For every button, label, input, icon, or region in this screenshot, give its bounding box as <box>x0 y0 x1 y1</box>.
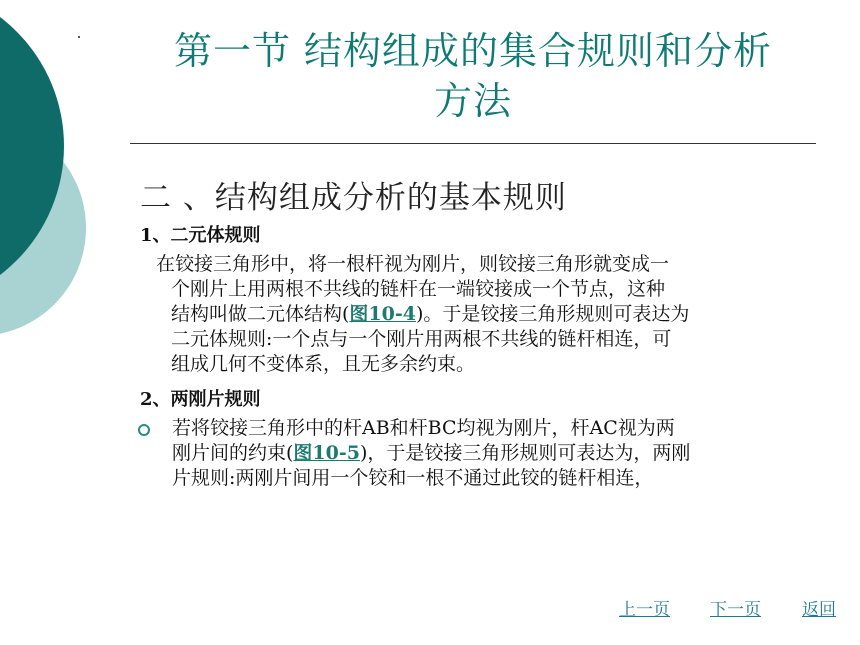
title-line-2: 方法 <box>433 79 512 123</box>
rule1-paragraph <box>156 252 816 377</box>
rule1-line-1: 在铰接三角形中，将一根杆视为刚片，则铰接三角形就变成一 <box>156 253 670 275</box>
rule2-line-2-post: )，于是铰接三角形规则可表达为，两刚 <box>359 442 691 464</box>
rule1-line-3-pre: 结构叫做二元体结构( <box>171 303 350 325</box>
title-line-1: 第一节 结构组成的集合规则和分析 <box>173 29 773 73</box>
rule2-line-1: 若将铰接三角形中的杆AB和杆BC均视为刚片，杆AC视为两 <box>172 417 675 439</box>
rule1-line-4: 二元体规则:一个点与一个刚片用两根不共线的链杆相连，可 <box>171 328 672 350</box>
rule2-paragraph <box>172 416 812 491</box>
fig-10-5-link[interactable]: 图10-5 <box>293 442 360 464</box>
rule2-line-3: 片规则:两刚片间用一个铰和一根不通过此铰的链杆相连， <box>172 467 654 489</box>
fig-10-4-link[interactable]: 图10-4 <box>349 303 416 325</box>
slide-title <box>128 26 818 126</box>
back-link[interactable]: 返回 <box>802 600 836 620</box>
rule1-line-2: 个刚片上用两根不共线的链杆在一端铰接成一个节点，这种 <box>171 278 666 300</box>
rule1-line-3-post: )。于是铰接三角形规则可表达为 <box>415 303 690 325</box>
title-divider <box>130 143 816 144</box>
rule2-heading: 2、两刚片规则 <box>140 389 261 410</box>
prev-page-link[interactable]: 上一页 <box>619 600 670 620</box>
next-page-link[interactable]: 下一页 <box>710 600 761 620</box>
decorative-circles <box>0 0 120 645</box>
rule1-heading: 1、二元体规则 <box>140 225 261 246</box>
bullet-circle-icon <box>138 424 150 436</box>
rule1-line-5: 组成几何不变体系，且无多余约束。 <box>171 353 476 375</box>
decorative-dot <box>78 36 80 38</box>
section-heading: 二 、结构组成分析的基本规则 <box>140 180 567 216</box>
rule2-line-2-pre: 刚片间的约束( <box>172 442 294 464</box>
rule1-line-3 <box>156 302 816 327</box>
rule2-line-2 <box>172 441 812 466</box>
